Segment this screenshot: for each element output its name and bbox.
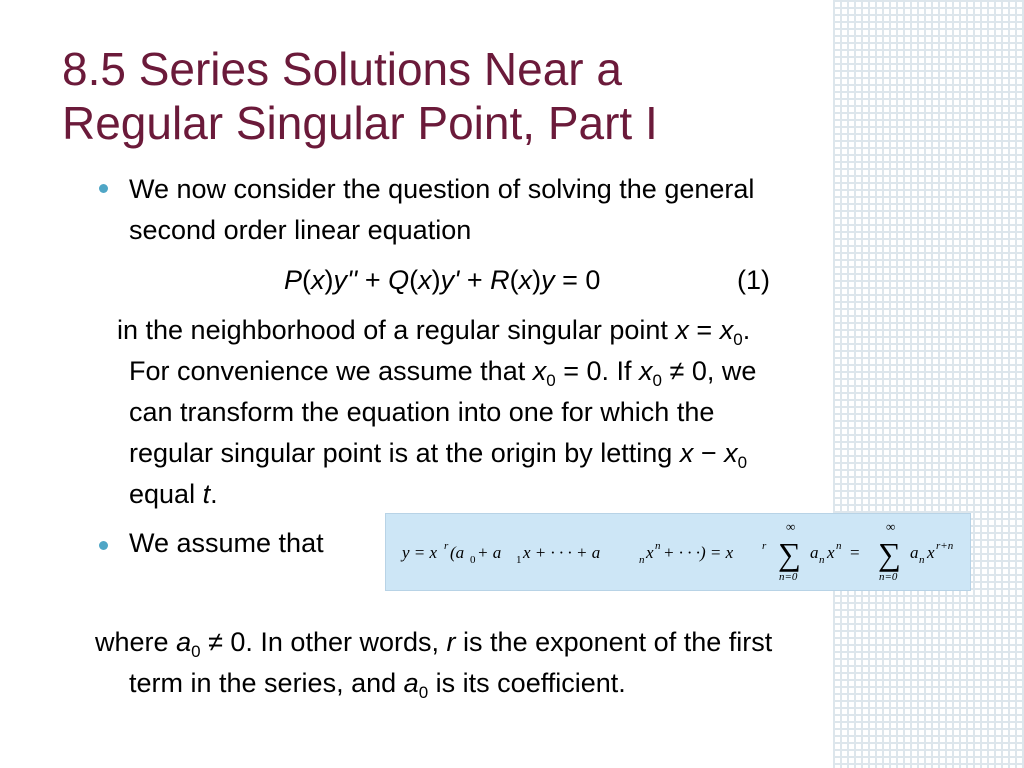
sum2-bottom: n=0 xyxy=(879,571,898,583)
var-x0: x xyxy=(724,438,738,468)
series-eq2: = xyxy=(850,543,860,562)
para-text: ≠ 0, we xyxy=(669,356,757,386)
series-plus-a: + a xyxy=(477,543,502,562)
var-x: x xyxy=(639,356,653,386)
para-text: equal xyxy=(129,479,196,509)
series-xn: x xyxy=(646,543,654,562)
eq-plus: + xyxy=(364,265,381,295)
para-line4 xyxy=(129,433,747,474)
slide-title xyxy=(62,42,822,150)
series-lhs: y = x xyxy=(402,543,438,562)
title-line-1: 8.5 Series Solutions Near a xyxy=(62,43,622,95)
sum1-sigma: ∑ xyxy=(778,536,801,572)
sum2-term-a: a xyxy=(910,543,919,562)
var-x: x xyxy=(679,438,694,468)
series-formula xyxy=(386,514,972,592)
var-r: r xyxy=(446,627,456,657)
subscript: 0 xyxy=(737,453,748,472)
title-line-2: Regular Singular Point, Part I xyxy=(62,97,658,149)
para-line5 xyxy=(129,474,218,515)
series-exp-r: r xyxy=(444,540,449,552)
para-line3: can transform the equation into one for which the xyxy=(129,397,715,427)
series-formula-box xyxy=(385,513,971,591)
series-exp-r2: r xyxy=(762,540,767,552)
sum1-term-exp: n xyxy=(836,540,842,552)
minus-sign: − xyxy=(700,438,717,468)
sum1-term-sub: n xyxy=(819,554,825,566)
subscript: 0 xyxy=(546,371,556,390)
series-sub-0: 0 xyxy=(470,554,476,566)
para-text: is its coefficient. xyxy=(435,668,626,698)
period: . xyxy=(742,315,751,345)
bullet-dot-icon xyxy=(99,541,108,550)
eq-R: R xyxy=(490,265,510,295)
var-x: x xyxy=(532,356,547,386)
equation-label: (1) xyxy=(737,265,770,295)
eq-P: P xyxy=(284,265,303,295)
sum2-term-exp: r+n xyxy=(936,540,954,552)
where-line2 xyxy=(129,663,626,704)
eq-x: x xyxy=(311,265,325,295)
series-tail: + · · ·) = x xyxy=(663,543,734,562)
sum1-term-x: x xyxy=(827,543,835,562)
var-x: x xyxy=(675,315,689,345)
sum1-top: ∞ xyxy=(786,519,796,534)
subscript: 0 xyxy=(418,683,429,702)
equation-1: P(x)y'' + Q(x)y' + R(x)y = 0 xyxy=(284,265,601,295)
decorative-grid-strip xyxy=(833,0,1024,768)
series-paren: (a xyxy=(450,543,465,562)
where-line1 xyxy=(95,622,772,663)
sum2-top: ∞ xyxy=(886,519,896,534)
subscript: 0 xyxy=(733,330,743,349)
sum2-term-x: x xyxy=(927,543,935,562)
series-sub-1: 1 xyxy=(516,554,522,566)
sum2-term-sub: n xyxy=(919,554,925,566)
var-x0: x xyxy=(719,315,734,345)
sum1-term-a: a xyxy=(810,543,819,562)
series-sub-n: n xyxy=(639,554,645,566)
para-text: ≠ 0. In other words, xyxy=(208,627,440,657)
para-line1 xyxy=(117,310,750,351)
bullet-dot-icon xyxy=(99,184,108,193)
para-text: For convenience we assume that xyxy=(129,356,526,386)
para-text: = 0. If xyxy=(563,356,632,386)
para-text: term in the series, and xyxy=(129,668,397,698)
bullet2-text: We assume that xyxy=(129,528,324,558)
bullet1-line1: We now consider the question of solving the general xyxy=(129,174,755,204)
eq-yp: y' xyxy=(440,265,460,295)
eq-plus: + xyxy=(466,265,483,295)
eq-ypp: y'' xyxy=(333,265,358,295)
eq-equals-zero: = 0 xyxy=(562,265,601,295)
eq-y: y xyxy=(541,265,555,295)
subscript: 0 xyxy=(191,642,201,661)
para-text: regular singular point is at the origin by letting xyxy=(129,438,673,468)
para-text: is the exponent of the first xyxy=(463,627,773,657)
para-text: where xyxy=(95,627,169,657)
eq-Q: Q xyxy=(388,265,410,295)
para-text: in the neighborhood of a regular singular point xyxy=(117,315,668,345)
bullet1-line2: second order linear equation xyxy=(129,215,472,245)
series-exp-n: n xyxy=(655,540,661,552)
series-mid: x + · · · + a xyxy=(523,543,601,562)
eq-x: x xyxy=(518,265,533,295)
equals-sign: = xyxy=(696,315,713,345)
var-t: t xyxy=(202,479,211,509)
var-a0: a xyxy=(403,668,419,698)
subscript: 0 xyxy=(652,371,662,390)
period: . xyxy=(210,479,218,509)
sum1-bottom: n=0 xyxy=(779,571,798,583)
para-line2 xyxy=(129,351,756,392)
var-a0: a xyxy=(176,627,192,657)
eq-x: x xyxy=(418,265,432,295)
sum2-sigma: ∑ xyxy=(878,536,901,572)
